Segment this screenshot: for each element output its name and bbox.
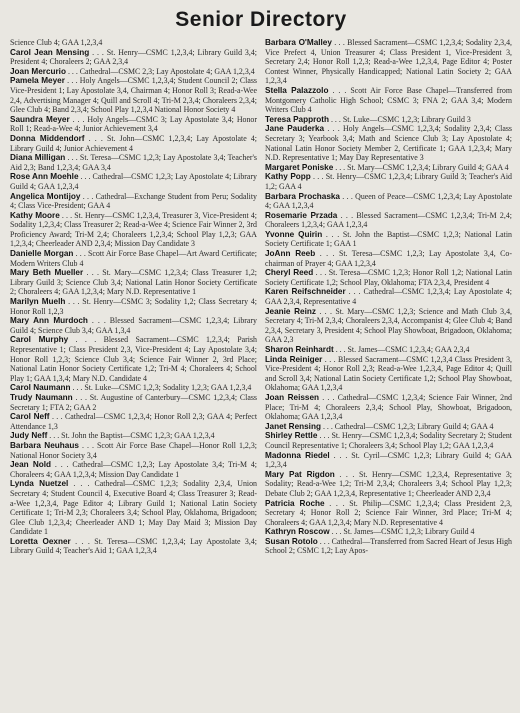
student-details: . . . St. James—CSMC 1,2,3,4; GAA 2,3,4 [335, 345, 470, 354]
directory-entry [265, 307, 512, 345]
student-details: . . . Cathedral—Transferred from Sacred Heart of Jesus High School 2; CSMC 1,2; Lay Apos- [265, 536, 512, 556]
directory-entry [10, 76, 257, 114]
student-details: . . . Scott Air Force Base Chapel—Honor Roll 1,2,3; National Honor Society 3,4 [10, 440, 257, 460]
student-name: Karen Reifschneider [265, 287, 346, 297]
directory-entry [265, 345, 512, 355]
student-details: . . . Cathedral—CSMC 1,2,3,4; Science Fair Winner, 2nd Place; Tri-M 4; Choraleers 2,3,4; School Play, Showboat, Brigadoon, Oklahoma; GAA 1,2,3,4 [265, 392, 512, 422]
student-name: Carol Murphy [10, 335, 69, 345]
student-details: . . . Cathedral—CSMC 1,2,3; Library Guild 4; GAA 4 [322, 421, 494, 431]
student-name: Mary Pat Rigdon [265, 469, 335, 479]
page-title: Senior Directory [175, 8, 347, 31]
student-name: Carol Neff [10, 412, 50, 422]
directory-entry [265, 38, 512, 86]
student-details: . . . Blessed Sacrament—CSMC 1,2,3,4; Library Guild 4; Science Club 3,4; GAA 1,3,4 [10, 316, 257, 335]
student-name: Kathryn Roscow [265, 527, 330, 537]
student-details: . . . St. Cyril—CSMC 1,2,3; Library Guild 4; GAA 1,2,3,4 [265, 450, 512, 470]
directory-entry [10, 537, 257, 556]
directory-entry [10, 67, 257, 77]
student-name: Linda Reiniger [265, 354, 323, 364]
student-name: Marilyn Muelh [10, 297, 66, 307]
student-name: Judy Neff [10, 431, 48, 441]
student-name: Joan Reissen [265, 392, 320, 402]
directory-entry [10, 249, 257, 268]
student-name: Donna Middendorf [10, 133, 85, 143]
student-details: . . . St. Teresa—CSMC 1,2,3,4; Lay Apostolate 3,4; Library Guild 4; Teacher's Aid 1; GAA 1,2,3,4 [10, 536, 257, 556]
directory-entry [10, 38, 257, 48]
directory-entry [265, 268, 512, 287]
student-details: . . . Scott Air Force Base Chapel—Art Award Certificate; Modern Writers Club 4 [10, 249, 257, 268]
directory-entry [265, 287, 512, 306]
student-details: . . . St. Henry—CSMC 1,2,3,4, Treasurer 3, Vice-President 4; Sodality 1,2,3,4; Class Treasurer 2; Read-a-Wee 4; Science Fair Winner 2, 3rd Proficiency Award; Tri-M 2,4; Choraleers 1,2,3,4; School Play 1,2,3; GAA 1,2,3,4; Cheerleader AND 2,3,4; Mission Day Candidate 3 [10, 210, 257, 249]
directory-entry [10, 441, 257, 460]
student-details: . . . St. John the Baptist—CSMC 1,2,3; GAA 1,2,3,4 [49, 431, 215, 441]
student-name: Stella Palazzolo [265, 85, 329, 95]
student-name: Mary Beth Mueller [10, 268, 84, 278]
directory-entry [10, 479, 257, 537]
student-name: Patricia Roche [265, 498, 325, 508]
student-name: Kathy Moore [10, 210, 60, 220]
student-name: Diana Milligan [10, 153, 66, 163]
directory-entry [265, 124, 512, 162]
student-details: . . . St. Mary—CSMC 1,2,3,4; Library Guild 4; GAA 4 [335, 162, 509, 172]
directory-entry [10, 335, 257, 383]
student-name: Sharon Reinhardt [265, 345, 334, 354]
student-name: Yvonne Quirin [265, 229, 323, 239]
student-details: . . . Cathedral—CSMC 1,2,3,4; Honor Roll 2,3; GAA 4; Perfect Attendance 1,3 [10, 412, 257, 431]
directory-entry [10, 316, 257, 335]
directory-entry [10, 192, 257, 211]
student-name: Janet Rensing [265, 421, 321, 431]
student-name: Rosemarie Przada [265, 210, 338, 220]
student-name: Barbara Prochaska [265, 191, 340, 201]
directory-entry [265, 527, 512, 537]
student-name: Angelica Montijoy [10, 191, 81, 201]
student-details: . . . Cathedral—CSMC 1,2,3,4; Lay Apostolate 4; GAA 2,3,4, Representative 4 [265, 287, 512, 307]
student-name: Teresa Papproth [265, 114, 329, 124]
student-name: Shirley Rettle [265, 431, 318, 441]
student-details: . . . St. Luke—CSMC 1,2,3; Sodality 1,2,3; GAA 1,2,3,4 [72, 383, 252, 393]
student-name: Margaret Poniske [265, 162, 334, 172]
student-details: . . . Cathedral—CSMC 2,3; Lay Apostolate 4; GAA 1,2,3,4 [67, 66, 255, 76]
student-details: . . . St. Henry—CSMC 1,2,3,4; Library Guild 3; Teacher's Aid 1,2; GAA 4 [265, 172, 512, 191]
student-details: . . . Blessed Sacrament—CSMC 1,2,3,4; Tri-M 2,4; Choraleers 1,2,3,4; GAA 1,2,3,4 [265, 210, 512, 230]
student-details: . . . St. Henry—CSMC 1,2,3,4; Library Guild 3,4; President 4; Choraleers 2; GAA 2,3,4 [10, 47, 257, 67]
student-name: Susan Rotolo [265, 536, 318, 546]
student-details: . . . Blessed Sacrament—CSMC 1,2,3,4 Class President 3, Vice-President 4; Honor Roll 2,3; Read-a-Wee 1,2,3,4, Page Editor 4; Quill and Scroll 3,4; National Latin Society Certificate 1,2; School Play Showboat, Oklahoma; GAA 1,2,3,4 [265, 354, 512, 393]
student-details: . . . Queen of Peace—CSMC 1,2,3,4; Lay Apostolate 4; GAA 1,2,3,4 [265, 191, 512, 211]
student-name: Kathy Popp [265, 172, 311, 182]
student-details: . . . St. Teresa—CSMC 1,2,3; Lay Apostolate 3,4; Teacher's Aid 2,3; Band 1,2,3,4; GAA 3,4 [10, 153, 257, 172]
directory-entry [265, 499, 512, 528]
student-name: Mary Ann Murdoch [10, 316, 88, 326]
directory-entry [265, 249, 512, 268]
student-details: . . . St. Philip—CSMC 1,2,3,4; Class President 2,3, Secretary 4; Honor Roll 2; Science Fair Winner, 3rd Place; Tri-M 4; Choraleers 4; GAA 1,2,3,4; Mary N.D. Representative 4 [265, 498, 512, 527]
directory-entry [10, 48, 257, 67]
student-details: . . . Cathedral—CSMC 1,2,3; Lay Apostolate 3,4; Tri-M 4; Choraleers 4; GAA 1,2,3,4; Mission Day Candidate 1 [10, 460, 257, 479]
directory-entry [10, 460, 257, 479]
directory-columns [10, 38, 512, 713]
student-details: . . . Cathedral—Exchange Student from Peru; Sodality 4; Class Vice-President; GAA 4 [10, 191, 257, 211]
student-name: Pamela Meyer [10, 76, 65, 86]
student-details: . . . St. Mary—CSMC 1,2,3,4; Class Treasurer 1,2; Library Guild 3; Science Club 3,4; National Latin Honor Society Certificate 2; Choraleers 4; GAA 1,2,3,4; Mary N.D. Representative 1 [10, 268, 257, 297]
directory-entry [10, 297, 257, 316]
student-details: . . . Holy Angels—CSMC 1,2,3,4; Student Council 2; Class Vice-President 1; Lay Apostolate 3,4, Chairman 4; Honor Roll 3; Read-a-Wee 2,4, Advertising Manager 4; Quill and Scroll 4; Tri-M 2,3,4; Choraleers 2,3,4; Glee Club 4; Band 2,3,4; School Play 1,2,3,4 National Honor Society 4 [10, 76, 257, 115]
student-details: . . . Holy Angels—CSMC 1,2,3,4; Sodality 2,3,4; Class Secretary 3; Yearbook 3,4; Math and Science Club 3; Lay Apostolate 4; National Latin Honor Society Member 2, Certificate 1; GAA 1,2,3,4; Mary N.D. Representative 1; May Day Representative 3 [265, 124, 512, 163]
directory-entry [10, 172, 257, 191]
student-details: . . . St. Henry—CSMC 1,2,3,4; Sodality Secretary 2; Student Council Representative 1; Choraleers 3,4; School Play 1,2; GAA 1,2,3,4 [265, 431, 512, 450]
student-name: Barbara Neuhaus [10, 440, 79, 450]
directory-entry [265, 86, 512, 115]
student-name: Carol Jean Mensing [10, 47, 90, 57]
directory-entry [10, 393, 257, 412]
student-name: Carol Naumann [10, 383, 71, 393]
directory-entry [265, 192, 512, 211]
student-details: . . . St. Henry—CSMC 1,2,3,4, Representative 3; Sodality; Read-a-Wee 1,2; Tri-M 2,3,4; Choraleers 3,4; School Play 1,2,3; Debate Club 2; GAA 1,2,3,4, Representative 1; Cheerleader AND 2,3,4 [265, 469, 512, 498]
student-details: . . . St. Teresa—CSMC 1,2,3; Lay Apostolate 3,4, Co-chairman of Prayer 4; GAA 1,2,3,4 [265, 249, 512, 268]
directory-entry [265, 355, 512, 393]
student-details: . . . St. John—CSMC 1,2,3,4; Lay Apostolate 4; Library Guild 4; Junior Achievement 4 [10, 133, 257, 153]
directory-entry [10, 115, 257, 134]
directory-entry [265, 115, 512, 125]
student-name: Jeanie Reinz [265, 306, 316, 316]
directory-entry [10, 431, 257, 441]
student-details: . . . St. Mary—CSMC 1,2,3; Science and Math Club 3,4, Secretary 4; Tri-M 2,3,4; Choraleers 2,3,4, Accompanist 4; Glee Club 4; Band 2,3,4, Secretary 3, President 4; School Play Showboat, Brigadoon, Oklahoma; GAA 2,3 [265, 306, 512, 345]
student-details: . . . St. James—CSMC 1,2,3; Library Guild 4 [331, 527, 475, 537]
student-details: . . . Blessed Sacrament—CSMC 1,2,3,4; Parish Representative 1; Class President 2,3, Vice-President 4; Lay Apostolate 3,4; Honor Roll 1,2,3; Science Club 3,4; Science Fair Winner 2, 3rd Place; National Latin Honor Society Certificate 1,2; Tri-M 4; Choraleers 4; School Play 1; GAA 1,3,4; Mary N.D. Candidate 4 [10, 335, 257, 383]
directory-entry [265, 163, 512, 173]
directory-entry [265, 211, 512, 230]
student-name: Rose Ann Moehle [10, 172, 79, 182]
student-details: . . . Cathedral—CSMC 1,2,3; Sodality 2,3,4, Union Secretary 4; Student Council 4, Executive Board 4; Class Treasurer 3; Read-a-Wee 1,2,3,4, Page Editor 4; Library Guild 1; National Latin Society Certificate 1; Tri-M 2,3; Choraleers 3,4; School Play, Oklahoma, Brigadoon; Glee Club 1,2,3,4; Cheerleader AND 1; May Day Maid 3; Mission Day Candidate 1 [10, 479, 257, 537]
student-details: . . . Scott Air Force Base Chapel—Transferred from Montgomery Catholic High School; CSMC 3; FNA 2; GAA 3,4; Modern Writers Club 4 [265, 85, 512, 115]
directory-entry [265, 537, 512, 556]
student-details: . . . St. Teresa—CSMC 1,2,3; Honor Roll 1,2; National Latin Society Certificate 1,2; School Play, Oklahoma; FTA 2,3,4, President 4 [265, 268, 512, 287]
student-details: . . . Holy Angels—CSMC 3; Lay Apostolate 3,4; Honor Roll 1; Read-a-Wee 4; Junior Achievement 3,4 [10, 114, 257, 134]
student-name: Danielle Morgan [10, 249, 74, 259]
student-details: . . . St. Augustine of Canterbury—CSMC 1,2,3,4; Class Secretary 1; FTA 2; GAA 2 [10, 392, 257, 412]
student-name: Barbara O'Malley [265, 38, 332, 47]
student-details: Science Club 4; GAA 1,2,3,4 [10, 38, 103, 47]
student-name: Jean Nold [10, 460, 52, 470]
directory-entry [265, 172, 512, 191]
directory-entry [10, 134, 257, 153]
directory-entry [10, 412, 257, 431]
directory-entry [10, 211, 257, 249]
student-name: Saundra Meyer [10, 114, 70, 124]
student-name: Loretta Oexner [10, 536, 71, 546]
directory-entry [10, 383, 257, 393]
directory-entry [265, 470, 512, 499]
directory-entry [265, 451, 512, 470]
student-name: Lynda Nuetzel [10, 479, 69, 489]
student-name: Trudy Naumann [10, 392, 73, 402]
student-details: . . . Blessed Sacrament—CSMC 1,2,3,4; Sodality 2,3,4, Vice Prefect 4, Union Treasurer 4; Class President 1, Vice-President 3, Secretary 2,4; Honor Roll 1,2,3; Read-a-Wee 1,2,3,4, Page Editor 4; Poster Contest Winner, Physically Handicapped; National Latin Society 2; GAA 1,2,3,4 [265, 38, 512, 86]
student-details: . . . St. Henry—CSMC 3; Sodality 1,2; Class Secretary 4; Honor Roll 1,2,3 [10, 297, 257, 316]
student-details: . . . Cathedral—CSMC 1,2,3; Lay Apostolate 4; Library Guild 4; GAA 1,2,3,4 [10, 172, 257, 191]
directory-entry [10, 153, 257, 172]
student-name: Joan Mercurio [10, 66, 66, 76]
student-details: . . . St. Luke—CSMC 1,2,3; Library Guild 3 [330, 114, 471, 124]
student-name: JoAnn Reeb [265, 249, 316, 259]
directory-entry [265, 230, 512, 249]
student-name: Madonna Riedel [265, 450, 330, 460]
left-column [10, 38, 257, 713]
student-details: . . . St. John the Baptist—CSMC 1,2,3; National Latin Society Certificate 1; GAA 1 [265, 229, 512, 249]
right-column [265, 38, 512, 713]
directory-entry [265, 431, 512, 450]
directory-entry [10, 268, 257, 297]
directory-entry [265, 393, 512, 422]
directory-entry [265, 422, 512, 432]
student-name: Jane Pauderka [265, 124, 325, 134]
student-name: Cheryl Reed [265, 268, 314, 278]
